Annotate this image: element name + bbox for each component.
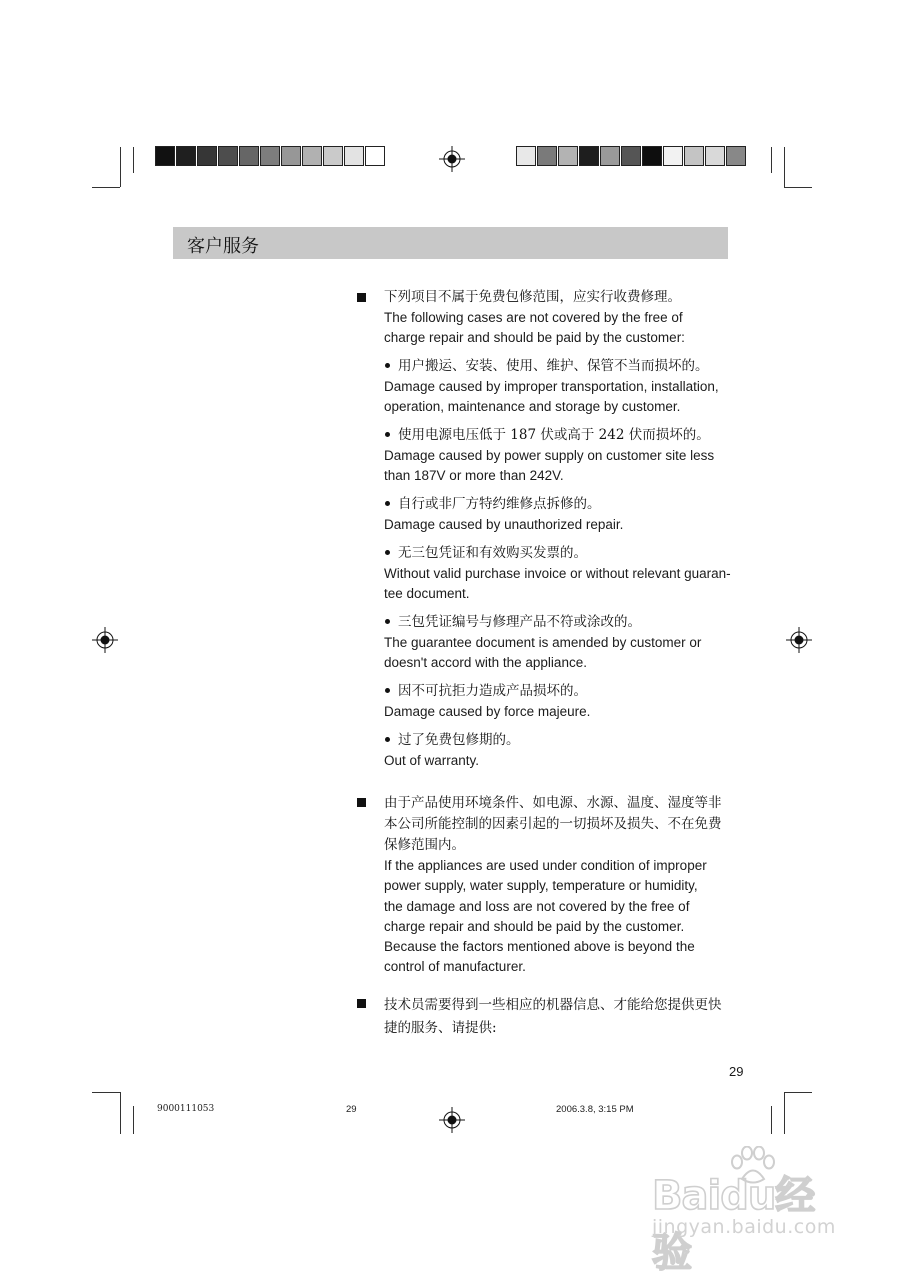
color-swatch (281, 146, 301, 166)
color-bar-right (516, 146, 747, 166)
list-item (384, 729, 729, 771)
section-en-line: Because the factors mentioned above is beyond the (384, 939, 695, 955)
section-en-line: The following cases are not covered by the free of (384, 310, 683, 325)
list-item (384, 493, 729, 535)
color-swatch (579, 146, 599, 166)
color-bar-left (155, 146, 386, 166)
registration-mark-icon (92, 627, 118, 653)
section-zh-line: 技术员需要得到一些相应的机器信息、才能给您提供更快 (384, 997, 722, 1013)
item-en: Out of warranty. (384, 753, 480, 768)
item-en: The guarantee document is amended by customer or (384, 635, 702, 650)
page-title: 客户服务 (187, 236, 259, 257)
color-swatch (365, 146, 385, 166)
item-en: Damage caused by improper transportation, installation, (384, 379, 719, 394)
item-zh: 因不可抗拒力造成产品损坏的。 (398, 683, 587, 699)
color-swatch (705, 146, 725, 166)
list-item (384, 542, 729, 605)
color-swatch (197, 146, 217, 166)
section-en-line: charge repair and should be paid by the customer. (384, 918, 685, 934)
color-swatch (642, 146, 662, 166)
bullet-dot-icon (385, 688, 390, 693)
registration-mark-icon (786, 627, 812, 653)
page-number: 29 (729, 1064, 744, 1079)
section-header (173, 227, 728, 259)
item-en: Damage caused by power supply on customer site less (384, 448, 715, 463)
color-swatch (516, 146, 536, 166)
bullet-square-icon (357, 999, 366, 1008)
section-en-line: the damage and loss are not covered by the free of (384, 898, 690, 914)
item-en: doesn't accord with the appliance. (384, 655, 587, 671)
item-zh: 使用电源电压低于 187 伏或高于 242 伏而损坏的。 (398, 427, 710, 443)
section-en-line: If the appliances are used under condition of improper (384, 858, 707, 873)
section-3 (384, 994, 729, 1040)
watermark-url: jingyan.baidu.com (652, 1216, 836, 1238)
section-en-line: charge repair and should be paid by the customer: (384, 330, 685, 346)
color-swatch (726, 146, 746, 166)
color-swatch (600, 146, 620, 166)
section-2 (384, 793, 729, 978)
color-swatch (663, 146, 683, 166)
section-en-line: control of manufacturer. (384, 959, 526, 975)
item-en: tee document. (384, 586, 470, 602)
color-swatch (176, 146, 196, 166)
item-en: Damage caused by force majeure. (384, 704, 591, 719)
section-zh-line: 保修范围内。 (384, 837, 465, 853)
item-en: Damage caused by unauthorized repair. (384, 517, 624, 532)
list-item (384, 611, 729, 674)
bullet-square-icon (357, 293, 366, 302)
bullet-dot-icon (385, 550, 390, 555)
item-zh: 用户搬运、安装、使用、维护、保管不当而损坏的。 (398, 358, 709, 374)
footer-datetime: 2006.3.8, 3:15 PM (556, 1104, 634, 1115)
item-zh: 自行或非厂方特约维修点拆修的。 (398, 496, 601, 512)
section-en-line: power supply, water supply, temperature or humidity, (384, 878, 698, 894)
item-zh: 无三包凭证和有效购买发票的。 (398, 545, 587, 561)
watermark-logo: Baidu经验 (652, 1173, 815, 1276)
registration-mark-icon (439, 1107, 465, 1133)
item-en: operation, maintenance and storage by customer. (384, 399, 681, 415)
color-swatch (260, 146, 280, 166)
item-zh: 三包凭证编号与修理产品不符或涂改的。 (398, 614, 641, 630)
color-swatch (344, 146, 364, 166)
section-zh-line: 由于产品使用环境条件、如电源、水源、温度、湿度等非 (384, 795, 722, 811)
color-swatch (537, 146, 557, 166)
section-zh-line: 本公司所能控制的因素引起的一切损坏及损失、不在免费 (384, 816, 722, 832)
item-zh: 过了免费包修期的。 (398, 732, 520, 748)
color-swatch (239, 146, 259, 166)
list-item (384, 424, 729, 487)
color-swatch (155, 146, 175, 166)
section-zh-line: 捷的服务、请提供: (384, 1020, 497, 1036)
bullet-dot-icon (385, 432, 390, 437)
watermark (652, 1146, 852, 1276)
color-swatch (558, 146, 578, 166)
item-en: than 187V or more than 242V. (384, 468, 564, 484)
bullet-dot-icon (385, 619, 390, 624)
registration-mark-icon (439, 146, 465, 172)
section-1 (384, 286, 729, 349)
color-swatch (684, 146, 704, 166)
color-swatch (621, 146, 641, 166)
color-swatch (302, 146, 322, 166)
section-zh-line: 下列项目不属于免费包修范围，应实行收费修理。 (384, 289, 681, 305)
item-en: Without valid purchase invoice or without relevant guaran- (384, 566, 731, 581)
footer-page: 29 (346, 1104, 357, 1115)
bullet-dot-icon (385, 737, 390, 742)
footer-code: 9000111053 (157, 1104, 215, 1114)
list-item (384, 680, 729, 722)
bullet-dot-icon (385, 501, 390, 506)
bullet-square-icon (357, 798, 366, 807)
color-swatch (323, 146, 343, 166)
bullet-dot-icon (385, 363, 390, 368)
list-item (384, 355, 729, 418)
color-swatch (218, 146, 238, 166)
